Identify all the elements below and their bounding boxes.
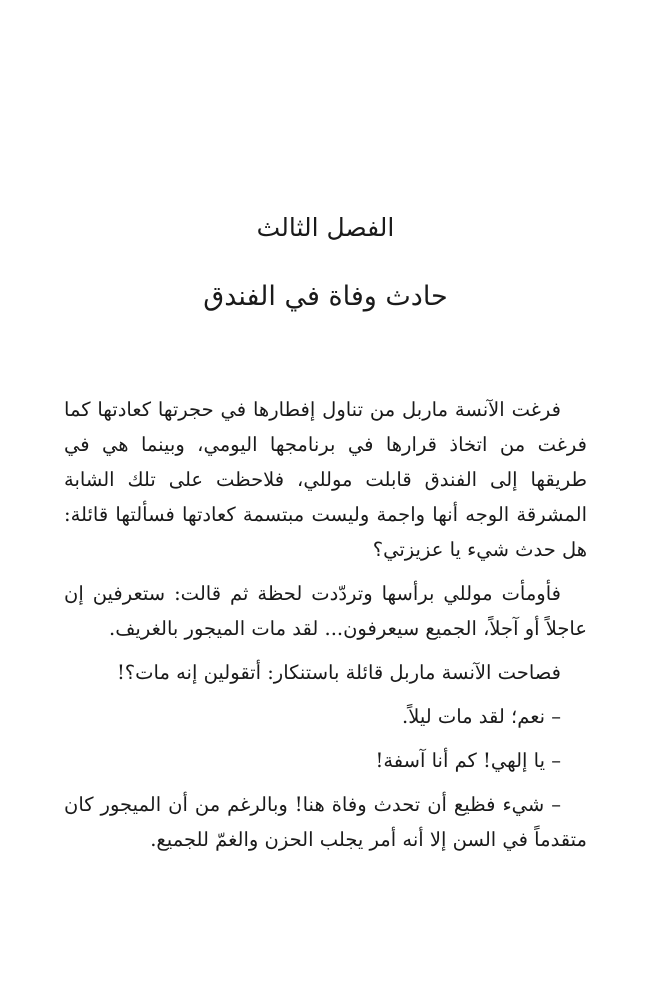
paragraph: فرغت الآنسة ماربل من تناول إفطارها في حجرتها كعادتها كما فرغت من اتخاذ قرارها في برنامجها اليومي، وبينما هي في طريقها إلى الفندق قابلت موللي، فلاحظت على تلك الشابة المشرقة الوجه أنها واجمة وليست مبتسمة كعادتها فسألتها قائلة: هل حدث شيء يا عزيزتي؟ xyxy=(64,398,587,561)
chapter-body xyxy=(64,392,587,866)
dialogue-line: – شيء فظيع أن تحدث وفاة هنا! وبالرغم من أن الميجور كان متقدماً في السن إلا أنه أمر يجلب الحزن والغمّ للجميع. xyxy=(64,793,587,851)
dialogue-line: – يا إلهي! كم أنا آسفة! xyxy=(375,749,561,772)
dialogue-line: – نعم؛ لقد مات ليلاً. xyxy=(402,705,561,728)
paragraph: فأومأت موللي برأسها وتردّدت لحظة ثم قالت: ستعرفين إن عاجلاً أو آجلاً، الجميع سيعرفون... لقد مات الميجور بالغريف. xyxy=(64,582,587,640)
paragraph: فصاحت الآنسة ماربل قائلة باستنكار: أتقولين إنه مات؟! xyxy=(116,661,561,684)
chapter-number: الفصل الثالث xyxy=(256,213,395,242)
chapter-title: حادث وفاة في الفندق xyxy=(203,281,448,312)
